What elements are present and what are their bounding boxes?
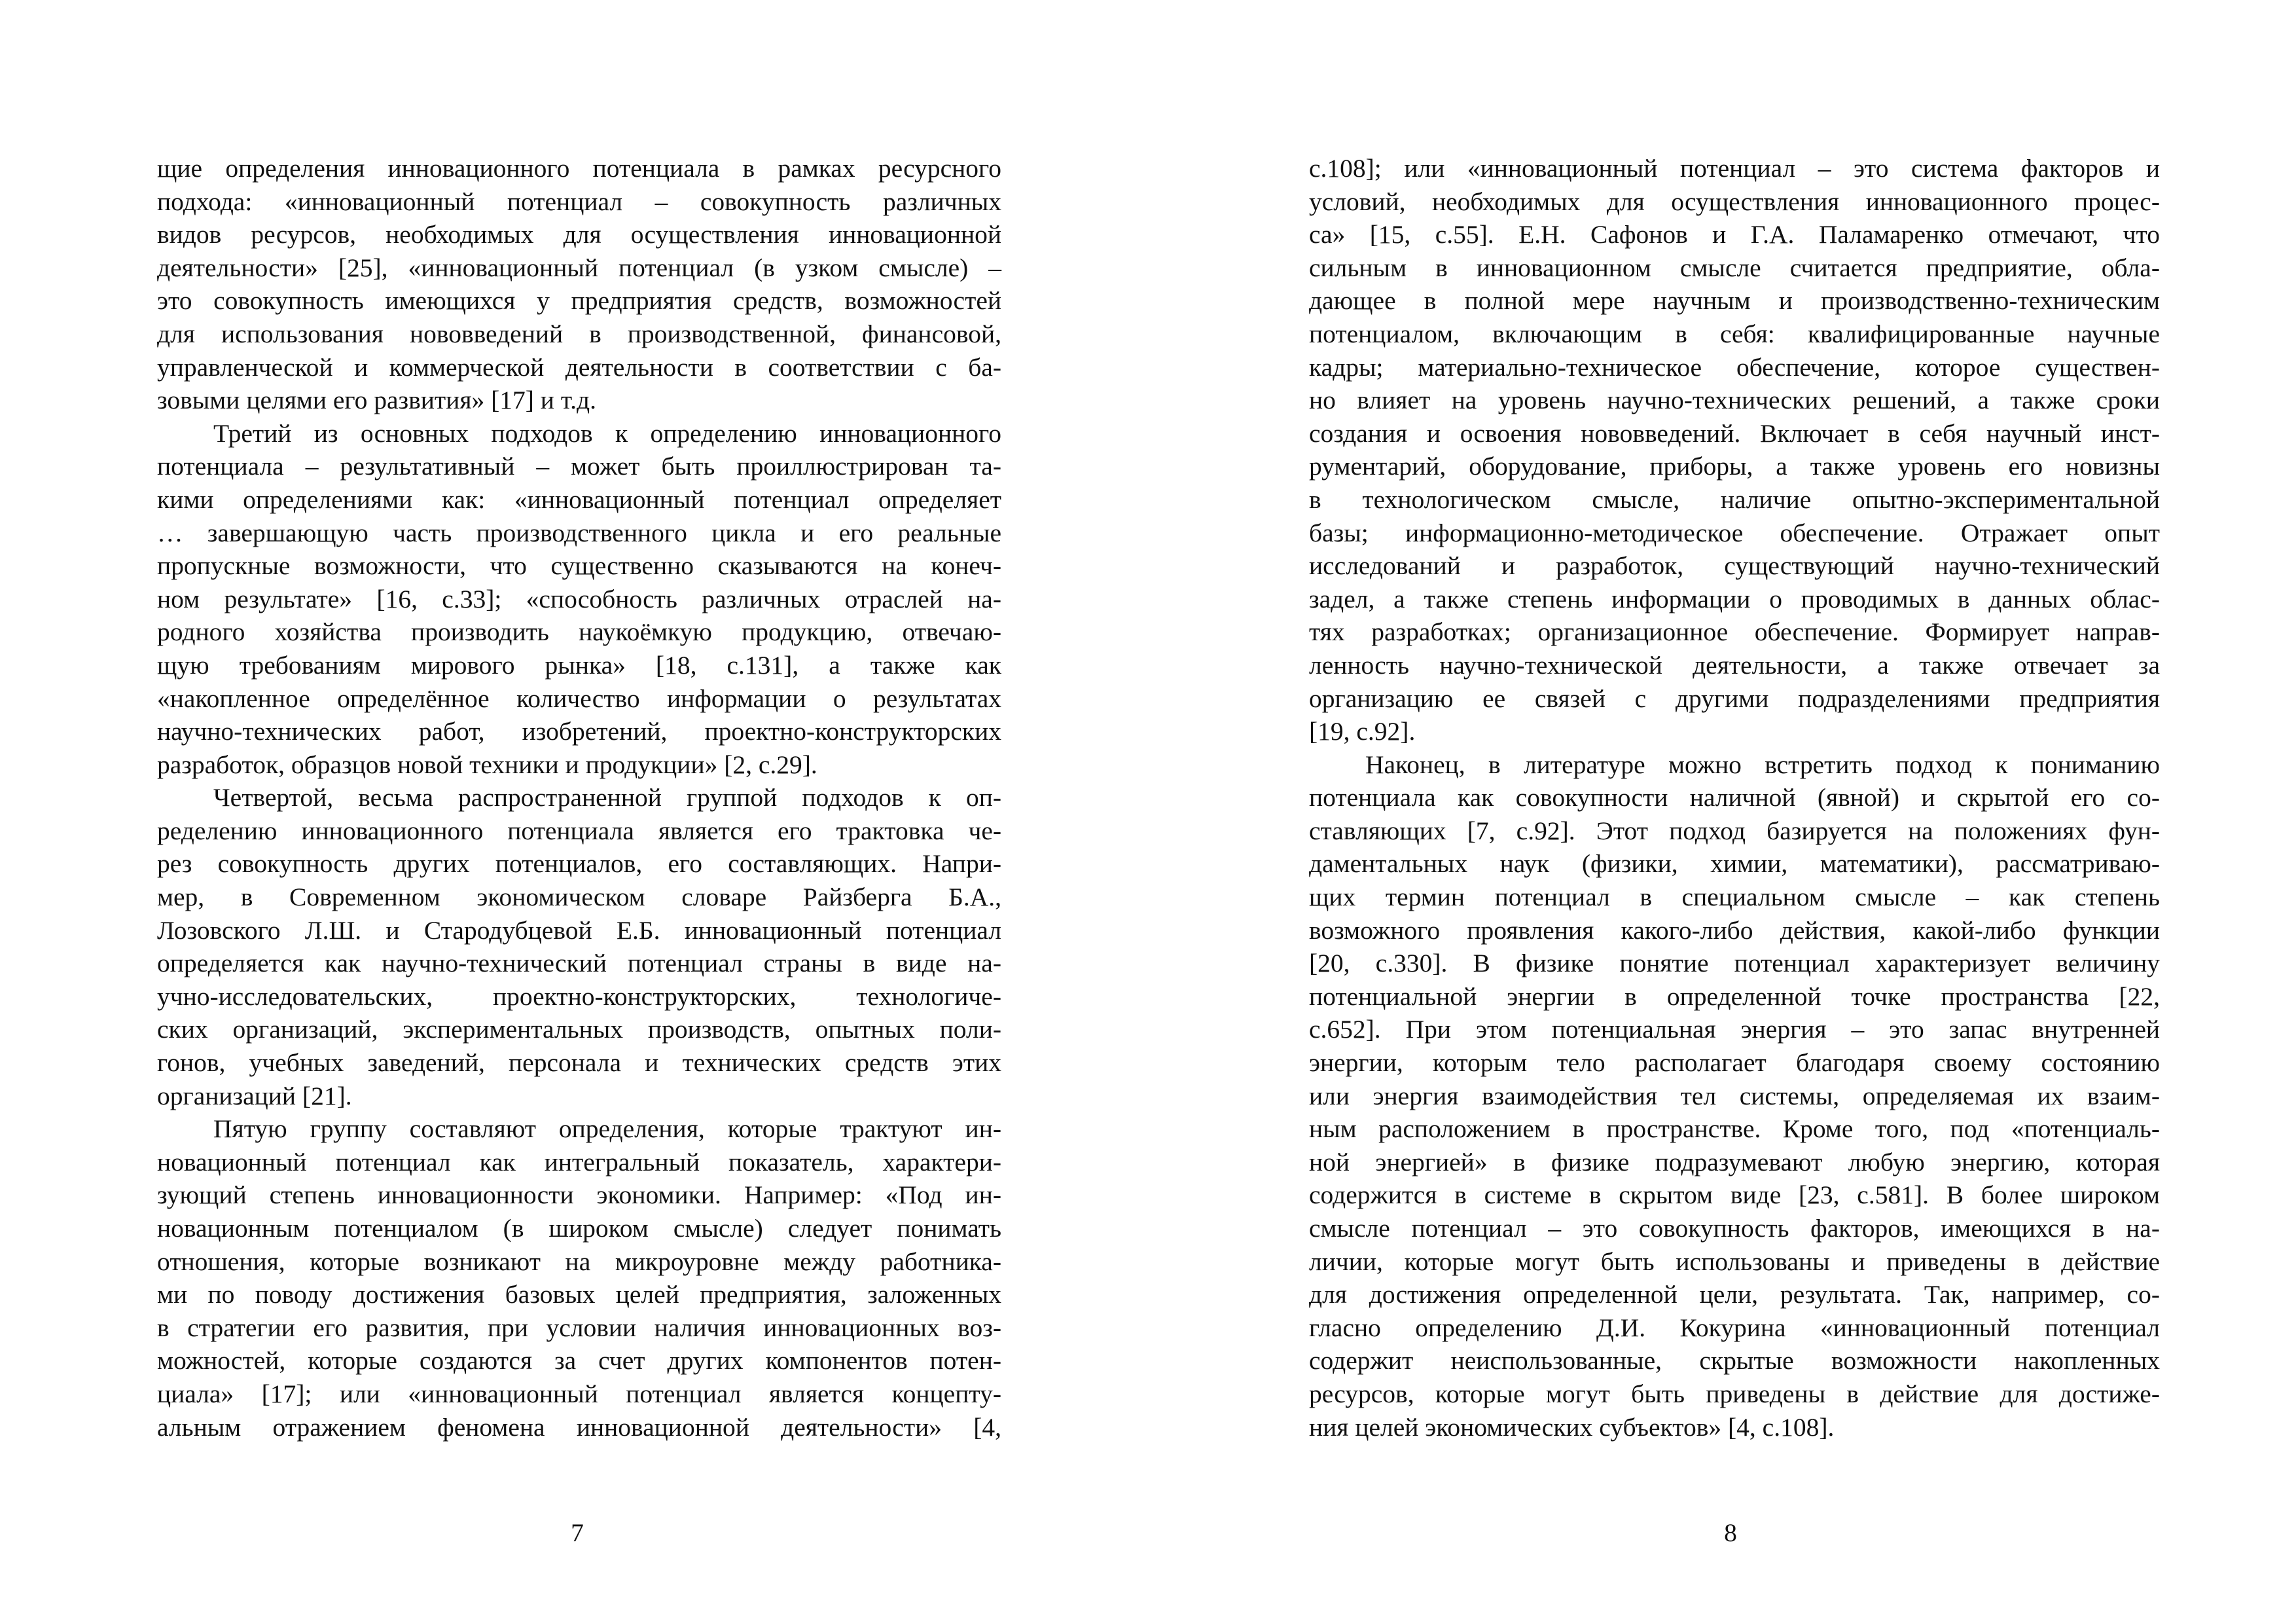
text-line: исследований и разработок, существующий научно-технический xyxy=(1309,551,2160,581)
text-line: или энергия взаимодействия тел системы, определяемая их взаим- xyxy=(1309,1081,2160,1110)
text-line: учно-исследовательских, проектно-конструкторских, технологиче- xyxy=(157,981,1001,1011)
text-line: определяется как научно-технический потенциал страны в виде на- xyxy=(157,949,1001,978)
text-line: щую требованиям мирового рынка» [18, с.131], а также как xyxy=(157,650,1001,680)
text-line: щих термин потенциал в специальном смысле – как степень xyxy=(1309,883,2160,912)
text-line: циала» [17]; или «инновационный потенциал является концепту- xyxy=(157,1379,1001,1408)
text-line: деятельности» [25], «инновационный потенциал (в узком смысле) – xyxy=(157,253,1001,282)
text-line: смысле потенциал – это совокупность факторов, имеющихся в на- xyxy=(1309,1214,2160,1243)
text-line: научно-технических работ, изобретений, проектно-конструкторских xyxy=(157,717,1001,746)
left-page-text xyxy=(157,152,1001,1444)
text-line: ских организаций, экспериментальных производств, опытных поли- xyxy=(157,1015,1001,1044)
text-line: [19, с.92]. xyxy=(1309,717,1416,746)
text-line: содержится в системе в скрытом виде [23, с.581]. В более широком xyxy=(1309,1180,2160,1210)
text-line: ми по поводу достижения базовых целей предприятия, заложенных xyxy=(157,1280,1001,1309)
text-line: рументарий, оборудование, приборы, а также уровень его новизны xyxy=(1309,452,2160,481)
text-line: содержит неиспользованные, скрытые возможности накопленных xyxy=(1309,1346,2160,1376)
text-line: ной энергией» в физике подразумевают любую энергию, которая xyxy=(1309,1147,2160,1176)
text-line: базы; информационно-методическое обеспечение. Отражает опыт xyxy=(1309,518,2160,547)
text-line: в стратегии его развития, при условии наличия инновационных воз- xyxy=(157,1313,1001,1342)
text-line: ным расположением в пространстве. Кроме того, под «потенциаль- xyxy=(1309,1114,2160,1144)
text-line: гласно определению Д.И. Кокурина «инновационный потенциал xyxy=(1309,1313,2160,1342)
text-line: ставляющих [7, с.92]. Этот подход базируется на положениях фун- xyxy=(1309,816,2160,845)
text-line: для достижения определенной цели, результата. Так, например, со- xyxy=(1309,1280,2160,1309)
right-page-text xyxy=(1309,152,2160,1444)
left-page-number: 7 xyxy=(571,1518,584,1547)
text-line: зовыми целями его развития» [17] и т.д. xyxy=(157,386,596,415)
text-line: альным отражением феномена инновационной деятельности» [4, xyxy=(157,1412,1001,1442)
text-line: ределению инновационного потенциала является его трактовка че- xyxy=(157,816,1001,845)
text-line: кадры; материально-техническое обеспечение, которое существен- xyxy=(1309,352,2160,382)
text-line: щие определения инновационного потенциала в рамках ресурсного xyxy=(157,154,1001,183)
text-line: потенциальной энергии в определенной точке пространства [22, xyxy=(1309,981,2160,1011)
text-line: пропускные возможности, что существенно сказываются на конеч- xyxy=(157,551,1001,581)
text-line: ния целей экономических субъектов» [4, с.108]. xyxy=(1309,1412,1835,1442)
text-line: … завершающую часть производственного цикла и его реальные xyxy=(157,518,1001,547)
text-line: можностей, которые создаются за счет других компонентов потен- xyxy=(157,1346,1001,1376)
text-line: Наконец, в литературе можно встретить подход к пониманию xyxy=(1365,750,2160,779)
text-line: задел, а также степень информации о проводимых в данных облас- xyxy=(1309,584,2160,613)
text-line: зующий степень инновационности экономики. Например: «Под ин- xyxy=(157,1180,1001,1210)
text-line: родного хозяйства производить наукоёмкую продукцию, отвечаю- xyxy=(157,617,1001,647)
text-line: Третий из основных подходов к определению инновационного xyxy=(213,418,1001,448)
text-line: условий, необходимых для осуществления инновационного процес- xyxy=(1309,187,2160,216)
text-line: личии, которые могут быть использованы и приведены в действие xyxy=(1309,1247,2160,1276)
text-line: но влияет на уровень научно-технических решений, а также сроки xyxy=(1309,386,2160,415)
text-line: дающее в полной мере научным и производственно-техническим xyxy=(1309,286,2160,316)
text-line: тях разработках; организационное обеспечение. Формирует направ- xyxy=(1309,617,2160,647)
text-line: ресурсов, которые могут быть приведены в действие для достиже- xyxy=(1309,1379,2160,1408)
text-line: с.108]; или «инновационный потенциал – это система факторов и xyxy=(1309,154,2160,183)
text-line: ном результате» [16, с.33]; «способность различных отраслей на- xyxy=(157,584,1001,613)
text-line: кими определениями как: «инновационный потенциал определяет xyxy=(157,484,1001,514)
text-line: даментальных наук (физики, химии, математики), рассматриваю- xyxy=(1309,849,2160,879)
text-line: гонов, учебных заведений, персонала и технических средств этих xyxy=(157,1048,1001,1078)
text-line: отношения, которые возникают на микроуровне между работника- xyxy=(157,1247,1001,1276)
text-line: разработок, образцов новой техники и продукции» [2, с.29]. xyxy=(157,750,817,779)
text-line: «накопленное определённое количество информации о результатах xyxy=(157,684,1001,713)
text-line: возможного проявления какого-либо действия, какой-либо функции xyxy=(1309,915,2160,945)
text-line: са» [15, с.55]. Е.Н. Сафонов и Г.А. Паламаренко отмечают, что xyxy=(1309,220,2160,249)
text-line: потенциалом, включающим в себя: квалифицированные научные xyxy=(1309,319,2160,348)
text-line: потенциала – результативный – может быть проиллюстрирован та- xyxy=(157,452,1001,481)
text-line: организаций [21]. xyxy=(157,1081,352,1110)
text-line: в технологическом смысле, наличие опытно-экспериментальной xyxy=(1309,484,2160,514)
text-line: [20, с.330]. В физике понятие потенциал характеризует величину xyxy=(1309,949,2160,978)
text-line: Четвертой, весьма распространенной группой подходов к оп- xyxy=(213,783,1001,812)
text-line: организацию ее связей с другими подразделениями предприятия xyxy=(1309,684,2160,713)
text-line: мер, в Современном экономическом словаре Райзберга Б.А., xyxy=(157,883,1001,912)
text-line: Лозовского Л.Ш. и Стародубцевой Е.Б. инновационный потенциал xyxy=(157,915,1001,945)
text-line: сильным в инновационном смысле считается предприятие, обла- xyxy=(1309,253,2160,282)
text-line: с.652]. При этом потенциальная энергия – это запас внутренней xyxy=(1309,1015,2160,1044)
text-line: ленность научно-технической деятельности, а также отвечает за xyxy=(1309,650,2160,680)
text-line: управленческой и коммерческой деятельности в соответствии с ба- xyxy=(157,352,1001,382)
text-line: видов ресурсов, необходимых для осуществления инновационной xyxy=(157,220,1001,249)
text-line: создания и освоения нововведений. Включает в себя научный инст- xyxy=(1309,418,2160,448)
text-line: Пятую группу составляют определения, которые трактуют ин- xyxy=(213,1114,1001,1144)
text-line: энергии, которым тело располагает благодаря своему состоянию xyxy=(1309,1048,2160,1078)
text-line: для использования нововведений в производственной, финансовой, xyxy=(157,319,1001,348)
text-line: рез совокупность других потенциалов, его составляющих. Напри- xyxy=(157,849,1001,879)
right-page-number: 8 xyxy=(1724,1518,1737,1547)
text-line: новационным потенциалом (в широком смысле) следует понимать xyxy=(157,1214,1001,1243)
text-line: потенциала как совокупности наличной (явной) и скрытой его со- xyxy=(1309,783,2160,812)
text-line: подхода: «инновационный потенциал – совокупность различных xyxy=(157,187,1001,216)
text-line: новационный потенциал как интегральный показатель, характери- xyxy=(157,1147,1001,1176)
text-line: это совокупность имеющихся у предприятия средств, возможностей xyxy=(157,286,1001,316)
